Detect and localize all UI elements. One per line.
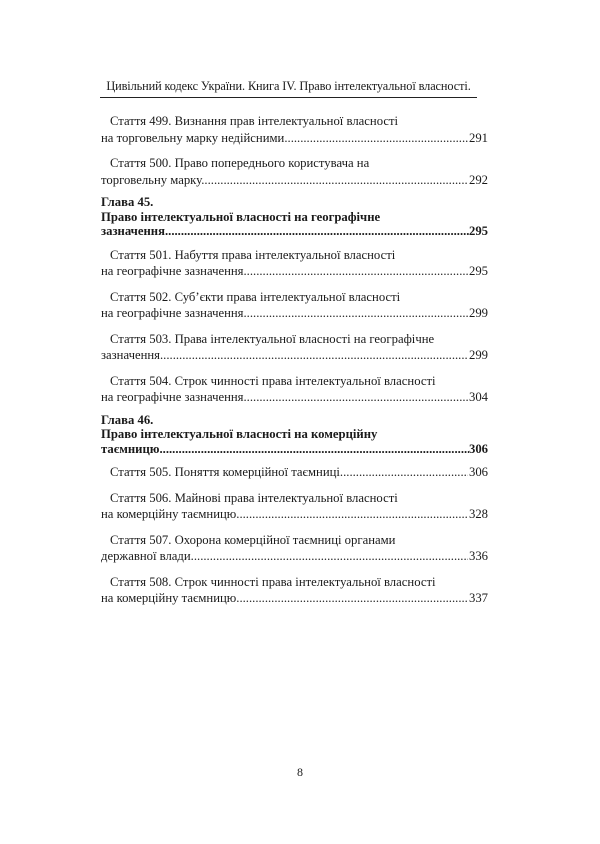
- toc-entry-title: Стаття 504. Строк чинності права інтелектуальної власності: [110, 373, 436, 388]
- dot-leader: [159, 442, 468, 457]
- dot-leader: [239, 506, 468, 523]
- chapter-title-cont: зазначення.: [101, 224, 169, 238]
- toc-entry-title-cont: на географічне зазначення.: [101, 264, 247, 278]
- chapter-title: Право інтелектуальної власності на географічне: [101, 209, 381, 224]
- toc-page-number: 291: [468, 130, 488, 145]
- toc-page-number: 299: [468, 348, 488, 362]
- chapter-number: Глава 46.: [101, 412, 154, 427]
- toc-entry-title: Стаття 503. Права інтелектуальної власності на географічне: [110, 331, 435, 346]
- table-of-contents: [101, 113, 488, 616]
- toc-entry-title: Стаття 507. Охорона комерційної таємниці органами: [110, 532, 396, 547]
- page-number: 8: [297, 765, 303, 779]
- toc-entry-title: Стаття 506. Майнові права інтелектуальної власності: [110, 490, 398, 505]
- chapter-number: Глава 45.: [101, 195, 154, 209]
- dot-leader: [247, 305, 468, 322]
- dot-leader: [194, 548, 468, 565]
- toc-entry-title: Стаття 499. Визнання прав інтелектуальної власності: [110, 114, 399, 128]
- toc-page-number: 328: [468, 507, 488, 521]
- toc-entry-title-cont: на комерційну таємницю.: [101, 507, 240, 521]
- dot-leader: [160, 347, 468, 364]
- dot-leader: [247, 389, 468, 406]
- toc-page-number: 295: [468, 264, 488, 278]
- toc-page-number: 306: [468, 441, 488, 456]
- toc-entry-505: [101, 464, 488, 481]
- toc-entry-title: Стаття 501. Набуття права інтелектуальної власності: [110, 247, 396, 262]
- toc-page-number: 337: [468, 591, 488, 605]
- toc-page-number: 306: [468, 465, 488, 479]
- toc-entry-title: Стаття 500. Право попереднього користувача на: [110, 156, 370, 170]
- dot-leader: [239, 590, 468, 607]
- toc-entry-title-cont: зазначення: [101, 348, 160, 362]
- dot-leader: [204, 172, 468, 189]
- toc-page-number: 292: [468, 172, 488, 187]
- chapter-title: Право інтелектуальної власності на комерційну: [101, 427, 378, 441]
- toc-entry-499: [101, 113, 488, 146]
- toc-entry-506: [101, 490, 488, 523]
- toc-entry-title-cont: на географічне зазначення.: [101, 306, 247, 320]
- toc-entry-507: [101, 532, 488, 565]
- toc-entry-title-cont: на торговельну марку недійсними.: [101, 130, 288, 145]
- toc-entry-title: Стаття 505. Поняття комерційної таємниці.: [110, 465, 344, 479]
- toc-entry-title: Стаття 502. Суб’єкти права інтелектуальної власності: [110, 289, 401, 304]
- toc-entry-title-cont: торговельну марку.: [101, 172, 205, 187]
- toc-entry-501: [101, 247, 488, 280]
- toc-page-number: 336: [468, 549, 488, 563]
- toc-page-number: 299: [468, 306, 488, 320]
- dot-leader: [288, 130, 468, 147]
- toc-entry-title-cont: державної влади.: [101, 549, 194, 563]
- toc-entry-504: [101, 373, 488, 406]
- toc-entry-title-cont: на комерційну таємницю.: [101, 591, 240, 605]
- toc-chapter-45: [101, 195, 488, 239]
- toc-entry-503: [101, 331, 488, 364]
- toc-entry-title-cont: на географічне зазначення.: [101, 390, 247, 404]
- toc-entry-500: [101, 155, 488, 188]
- toc-entry-502: [101, 289, 488, 322]
- dot-leader: [247, 263, 468, 280]
- chapter-title-cont: таємницю: [101, 441, 160, 456]
- toc-entry-508: [101, 574, 488, 607]
- dot-leader: [168, 224, 469, 239]
- toc-chapter-46: [101, 413, 488, 457]
- dot-leader: [343, 464, 468, 481]
- running-header: Цивільний кодекс України. Книга IV. Право інтелектуальної власності.: [100, 79, 477, 98]
- toc-page-number: 295: [468, 224, 488, 238]
- toc-page-number: 304: [468, 390, 488, 404]
- toc-entry-title: Стаття 508. Строк чинності права інтелектуальної власності: [110, 574, 436, 589]
